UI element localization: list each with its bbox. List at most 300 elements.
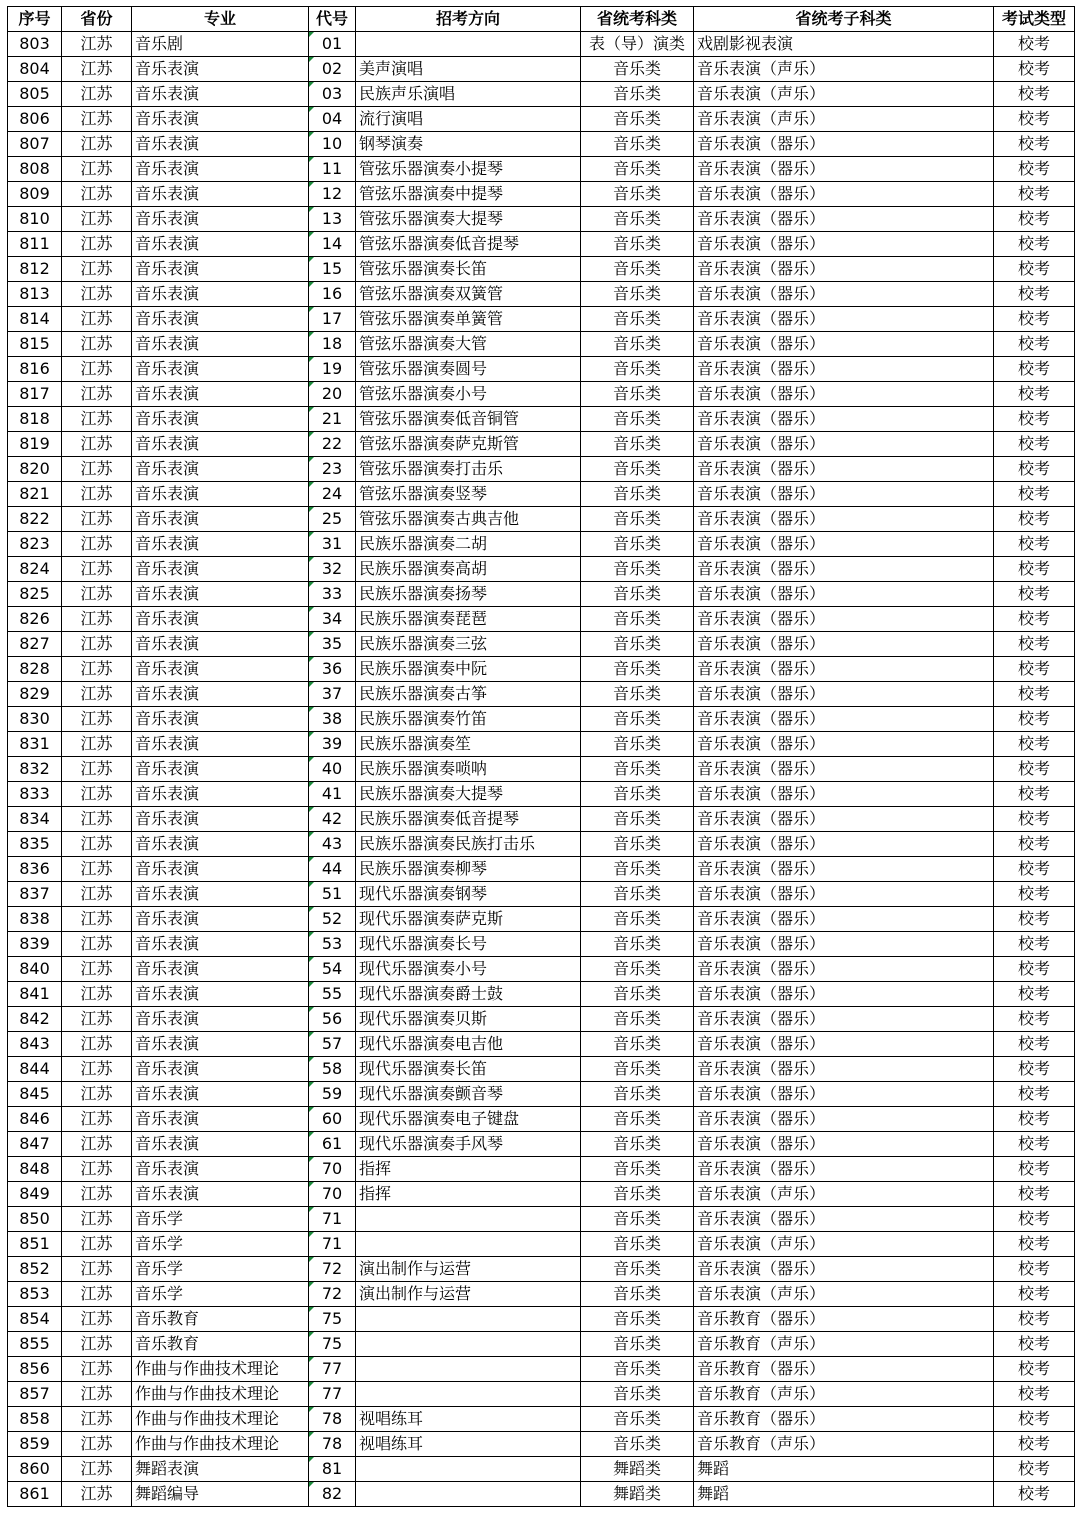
cell-direction: 管弦乐器演奏小提琴 xyxy=(356,157,581,182)
table-row xyxy=(8,707,1075,732)
cell-exam-category: 音乐类 xyxy=(581,1182,694,1207)
cell-exam-subcategory: 音乐表演（器乐） xyxy=(694,782,994,807)
cell-exam-category: 音乐类 xyxy=(581,282,694,307)
cell-index: 814 xyxy=(8,307,62,332)
cell-province: 江苏 xyxy=(62,1482,132,1507)
table-row xyxy=(8,1107,1075,1132)
cell-exam-category: 音乐类 xyxy=(581,1007,694,1032)
cell-direction xyxy=(356,1357,581,1382)
cell-major: 音乐剧 xyxy=(132,32,309,57)
table-row xyxy=(8,1432,1075,1457)
cell-major: 音乐表演 xyxy=(132,982,309,1007)
cell-major: 音乐表演 xyxy=(132,1007,309,1032)
cell-index: 852 xyxy=(8,1257,62,1282)
table-row xyxy=(8,1307,1075,1332)
table-row xyxy=(8,482,1075,507)
cell-code: 40 xyxy=(309,757,356,782)
table-row xyxy=(8,632,1075,657)
table-row xyxy=(8,132,1075,157)
cell-code: 54 xyxy=(309,957,356,982)
cell-exam-subcategory: 音乐教育（声乐） xyxy=(694,1332,994,1357)
cell-code: 11 xyxy=(309,157,356,182)
cell-major: 音乐表演 xyxy=(132,657,309,682)
table-row xyxy=(8,882,1075,907)
cell-province: 江苏 xyxy=(62,982,132,1007)
cell-exam-category: 音乐类 xyxy=(581,307,694,332)
cell-index: 861 xyxy=(8,1482,62,1507)
cell-exam-subcategory: 音乐表演（声乐） xyxy=(694,107,994,132)
cell-direction xyxy=(356,1232,581,1257)
header-row xyxy=(8,7,1075,32)
cell-province: 江苏 xyxy=(62,282,132,307)
cell-exam-category: 音乐类 xyxy=(581,207,694,232)
cell-code: 36 xyxy=(309,657,356,682)
cell-major: 音乐表演 xyxy=(132,632,309,657)
table-row xyxy=(8,232,1075,257)
cell-exam-type: 校考 xyxy=(994,1157,1075,1182)
table-row xyxy=(8,507,1075,532)
table-row xyxy=(8,982,1075,1007)
cell-exam-type: 校考 xyxy=(994,757,1075,782)
cell-direction: 管弦乐器演奏大提琴 xyxy=(356,207,581,232)
cell-exam-type: 校考 xyxy=(994,132,1075,157)
cell-province: 江苏 xyxy=(62,132,132,157)
cell-major: 音乐表演 xyxy=(132,582,309,607)
cell-index: 848 xyxy=(8,1157,62,1182)
table-row xyxy=(8,107,1075,132)
cell-exam-subcategory: 音乐表演（器乐） xyxy=(694,257,994,282)
table-row xyxy=(8,1332,1075,1357)
cell-province: 江苏 xyxy=(62,57,132,82)
cell-province: 江苏 xyxy=(62,682,132,707)
cell-direction: 管弦乐器演奏双簧管 xyxy=(356,282,581,307)
cell-code: 19 xyxy=(309,357,356,382)
cell-code: 16 xyxy=(309,282,356,307)
table-row xyxy=(8,1032,1075,1057)
cell-province: 江苏 xyxy=(62,1332,132,1357)
cell-exam-type: 校考 xyxy=(994,1382,1075,1407)
cell-direction: 管弦乐器演奏圆号 xyxy=(356,357,581,382)
cell-exam-type: 校考 xyxy=(994,182,1075,207)
cell-exam-subcategory: 音乐表演（器乐） xyxy=(694,357,994,382)
cell-exam-subcategory: 音乐教育（器乐） xyxy=(694,1407,994,1432)
cell-index: 853 xyxy=(8,1282,62,1307)
cell-major: 音乐表演 xyxy=(132,207,309,232)
cell-exam-category: 音乐类 xyxy=(581,982,694,1007)
cell-exam-category: 舞蹈类 xyxy=(581,1457,694,1482)
cell-province: 江苏 xyxy=(62,1007,132,1032)
cell-direction xyxy=(356,1332,581,1357)
cell-code: 72 xyxy=(309,1282,356,1307)
cell-exam-category: 舞蹈类 xyxy=(581,1482,694,1507)
cell-province: 江苏 xyxy=(62,907,132,932)
admissions-table xyxy=(7,6,1075,1507)
cell-province: 江苏 xyxy=(62,857,132,882)
cell-exam-type: 校考 xyxy=(994,957,1075,982)
header-cell-code: 代号 xyxy=(309,7,356,32)
cell-exam-subcategory: 音乐表演（器乐） xyxy=(694,307,994,332)
cell-code: 03 xyxy=(309,82,356,107)
cell-major: 作曲与作曲技术理论 xyxy=(132,1407,309,1432)
cell-index: 821 xyxy=(8,482,62,507)
cell-exam-type: 校考 xyxy=(994,732,1075,757)
header-cell-exam-category: 省统考科类 xyxy=(581,7,694,32)
cell-exam-type: 校考 xyxy=(994,1307,1075,1332)
cell-direction: 现代乐器演奏小号 xyxy=(356,957,581,982)
cell-exam-type: 校考 xyxy=(994,1007,1075,1032)
cell-exam-type: 校考 xyxy=(994,357,1075,382)
table-row xyxy=(8,1007,1075,1032)
cell-code: 59 xyxy=(309,1082,356,1107)
cell-province: 江苏 xyxy=(62,32,132,57)
cell-direction xyxy=(356,1207,581,1232)
cell-exam-type: 校考 xyxy=(994,932,1075,957)
cell-index: 822 xyxy=(8,507,62,532)
cell-exam-category: 音乐类 xyxy=(581,1207,694,1232)
cell-province: 江苏 xyxy=(62,182,132,207)
cell-code: 13 xyxy=(309,207,356,232)
cell-index: 850 xyxy=(8,1207,62,1232)
cell-code: 24 xyxy=(309,482,356,507)
table-row xyxy=(8,1057,1075,1082)
table-row xyxy=(8,532,1075,557)
table-row xyxy=(8,757,1075,782)
table-row xyxy=(8,607,1075,632)
cell-direction: 民族乐器演奏低音提琴 xyxy=(356,807,581,832)
cell-province: 江苏 xyxy=(62,107,132,132)
cell-direction: 管弦乐器演奏单簧管 xyxy=(356,307,581,332)
cell-exam-category: 音乐类 xyxy=(581,807,694,832)
cell-index: 815 xyxy=(8,332,62,357)
table-row xyxy=(8,1407,1075,1432)
cell-exam-category: 表（导）演类 xyxy=(581,32,694,57)
cell-province: 江苏 xyxy=(62,382,132,407)
cell-major: 音乐表演 xyxy=(132,832,309,857)
cell-code: 17 xyxy=(309,307,356,332)
cell-index: 835 xyxy=(8,832,62,857)
table-row xyxy=(8,382,1075,407)
table-row xyxy=(8,82,1075,107)
cell-exam-subcategory: 音乐表演（器乐） xyxy=(694,732,994,757)
cell-exam-category: 音乐类 xyxy=(581,907,694,932)
cell-code: 55 xyxy=(309,982,356,1007)
table-row xyxy=(8,32,1075,57)
table-row xyxy=(8,807,1075,832)
cell-exam-type: 校考 xyxy=(994,457,1075,482)
cell-direction: 现代乐器演奏颤音琴 xyxy=(356,1082,581,1107)
cell-major: 音乐表演 xyxy=(132,232,309,257)
table-row xyxy=(8,1382,1075,1407)
cell-index: 858 xyxy=(8,1407,62,1432)
cell-code: 10 xyxy=(309,132,356,157)
cell-exam-category: 音乐类 xyxy=(581,682,694,707)
cell-exam-category: 音乐类 xyxy=(581,482,694,507)
header-cell-exam-type: 考试类型 xyxy=(994,7,1075,32)
header-cell-index: 序号 xyxy=(8,7,62,32)
cell-code: 75 xyxy=(309,1332,356,1357)
cell-code: 33 xyxy=(309,582,356,607)
cell-exam-type: 校考 xyxy=(994,1032,1075,1057)
cell-index: 824 xyxy=(8,557,62,582)
cell-exam-category: 音乐类 xyxy=(581,332,694,357)
cell-exam-type: 校考 xyxy=(994,657,1075,682)
cell-exam-category: 音乐类 xyxy=(581,1407,694,1432)
cell-exam-subcategory: 音乐教育（器乐） xyxy=(694,1357,994,1382)
cell-index: 834 xyxy=(8,807,62,832)
cell-exam-category: 音乐类 xyxy=(581,882,694,907)
cell-exam-subcategory: 音乐表演（器乐） xyxy=(694,132,994,157)
cell-direction xyxy=(356,1307,581,1332)
cell-code: 82 xyxy=(309,1482,356,1507)
cell-exam-type: 校考 xyxy=(994,707,1075,732)
cell-code: 61 xyxy=(309,1132,356,1157)
table-row xyxy=(8,1157,1075,1182)
cell-major: 音乐表演 xyxy=(132,182,309,207)
cell-major: 音乐学 xyxy=(132,1282,309,1307)
cell-major: 音乐表演 xyxy=(132,257,309,282)
cell-exam-type: 校考 xyxy=(994,1132,1075,1157)
cell-province: 江苏 xyxy=(62,332,132,357)
cell-exam-subcategory: 音乐表演（器乐） xyxy=(694,1257,994,1282)
cell-exam-subcategory: 音乐表演（器乐） xyxy=(694,457,994,482)
cell-code: 42 xyxy=(309,807,356,832)
cell-province: 江苏 xyxy=(62,507,132,532)
cell-index: 805 xyxy=(8,82,62,107)
cell-code: 23 xyxy=(309,457,356,482)
table-row xyxy=(8,1207,1075,1232)
table-row xyxy=(8,657,1075,682)
cell-major: 音乐表演 xyxy=(132,57,309,82)
cell-exam-category: 音乐类 xyxy=(581,832,694,857)
cell-code: 70 xyxy=(309,1157,356,1182)
cell-code: 75 xyxy=(309,1307,356,1332)
cell-province: 江苏 xyxy=(62,707,132,732)
cell-exam-subcategory: 音乐表演（器乐） xyxy=(694,1082,994,1107)
cell-direction: 民族乐器演奏唢呐 xyxy=(356,757,581,782)
cell-index: 844 xyxy=(8,1057,62,1082)
header-cell-direction: 招考方向 xyxy=(356,7,581,32)
table-row xyxy=(8,582,1075,607)
cell-province: 江苏 xyxy=(62,1357,132,1382)
cell-direction: 现代乐器演奏长号 xyxy=(356,932,581,957)
cell-direction: 管弦乐器演奏低音铜管 xyxy=(356,407,581,432)
cell-exam-subcategory: 音乐表演（器乐） xyxy=(694,557,994,582)
cell-direction: 现代乐器演奏萨克斯 xyxy=(356,907,581,932)
cell-index: 817 xyxy=(8,382,62,407)
cell-exam-type: 校考 xyxy=(994,807,1075,832)
cell-index: 830 xyxy=(8,707,62,732)
cell-major: 音乐表演 xyxy=(132,107,309,132)
cell-index: 832 xyxy=(8,757,62,782)
cell-exam-type: 校考 xyxy=(994,1182,1075,1207)
cell-direction: 民族乐器演奏扬琴 xyxy=(356,582,581,607)
table-row xyxy=(8,332,1075,357)
cell-code: 22 xyxy=(309,432,356,457)
cell-code: 58 xyxy=(309,1057,356,1082)
cell-direction xyxy=(356,32,581,57)
cell-direction: 管弦乐器演奏低音提琴 xyxy=(356,232,581,257)
cell-direction: 美声演唱 xyxy=(356,57,581,82)
cell-direction: 流行演唱 xyxy=(356,107,581,132)
cell-code: 14 xyxy=(309,232,356,257)
cell-province: 江苏 xyxy=(62,757,132,782)
cell-exam-type: 校考 xyxy=(994,532,1075,557)
cell-index: 813 xyxy=(8,282,62,307)
cell-index: 849 xyxy=(8,1182,62,1207)
cell-exam-subcategory: 音乐教育（声乐） xyxy=(694,1382,994,1407)
table-row xyxy=(8,957,1075,982)
cell-exam-category: 音乐类 xyxy=(581,1432,694,1457)
cell-major: 音乐表演 xyxy=(132,707,309,732)
cell-direction: 民族乐器演奏三弦 xyxy=(356,632,581,657)
cell-exam-category: 音乐类 xyxy=(581,457,694,482)
cell-exam-type: 校考 xyxy=(994,482,1075,507)
cell-exam-type: 校考 xyxy=(994,882,1075,907)
cell-exam-category: 音乐类 xyxy=(581,382,694,407)
cell-major: 音乐表演 xyxy=(132,532,309,557)
table-row xyxy=(8,907,1075,932)
cell-province: 江苏 xyxy=(62,1207,132,1232)
cell-exam-type: 校考 xyxy=(994,157,1075,182)
cell-direction: 管弦乐器演奏长笛 xyxy=(356,257,581,282)
cell-major: 音乐表演 xyxy=(132,132,309,157)
cell-exam-subcategory: 音乐表演（器乐） xyxy=(694,857,994,882)
cell-code: 77 xyxy=(309,1357,356,1382)
table-row xyxy=(8,857,1075,882)
cell-exam-type: 校考 xyxy=(994,1357,1075,1382)
cell-exam-category: 音乐类 xyxy=(581,782,694,807)
table-row xyxy=(8,282,1075,307)
cell-code: 70 xyxy=(309,1182,356,1207)
cell-direction xyxy=(356,1482,581,1507)
cell-major: 音乐表演 xyxy=(132,1182,309,1207)
cell-exam-subcategory: 音乐表演（器乐） xyxy=(694,932,994,957)
cell-code: 44 xyxy=(309,857,356,882)
cell-exam-type: 校考 xyxy=(994,782,1075,807)
cell-exam-category: 音乐类 xyxy=(581,607,694,632)
cell-index: 854 xyxy=(8,1307,62,1332)
cell-province: 江苏 xyxy=(62,1257,132,1282)
cell-exam-category: 音乐类 xyxy=(581,1107,694,1132)
cell-exam-subcategory: 音乐表演（器乐） xyxy=(694,1057,994,1082)
cell-province: 江苏 xyxy=(62,1407,132,1432)
cell-exam-type: 校考 xyxy=(994,982,1075,1007)
cell-exam-type: 校考 xyxy=(994,1457,1075,1482)
cell-major: 音乐表演 xyxy=(132,782,309,807)
cell-direction: 现代乐器演奏钢琴 xyxy=(356,882,581,907)
cell-exam-type: 校考 xyxy=(994,1057,1075,1082)
cell-province: 江苏 xyxy=(62,482,132,507)
cell-province: 江苏 xyxy=(62,1057,132,1082)
cell-exam-category: 音乐类 xyxy=(581,57,694,82)
cell-index: 825 xyxy=(8,582,62,607)
cell-major: 音乐表演 xyxy=(132,607,309,632)
cell-index: 827 xyxy=(8,632,62,657)
cell-exam-category: 音乐类 xyxy=(581,1332,694,1357)
cell-major: 音乐表演 xyxy=(132,732,309,757)
cell-direction: 民族乐器演奏柳琴 xyxy=(356,857,581,882)
cell-exam-type: 校考 xyxy=(994,307,1075,332)
cell-code: 12 xyxy=(309,182,356,207)
cell-index: 839 xyxy=(8,932,62,957)
cell-exam-category: 音乐类 xyxy=(581,1132,694,1157)
cell-direction: 民族乐器演奏古筝 xyxy=(356,682,581,707)
cell-exam-type: 校考 xyxy=(994,407,1075,432)
cell-code: 21 xyxy=(309,407,356,432)
cell-exam-category: 音乐类 xyxy=(581,1157,694,1182)
cell-exam-subcategory: 音乐表演（器乐） xyxy=(694,757,994,782)
cell-direction: 现代乐器演奏爵士鼓 xyxy=(356,982,581,1007)
cell-exam-subcategory: 音乐表演（器乐） xyxy=(694,507,994,532)
cell-direction: 管弦乐器演奏竖琴 xyxy=(356,482,581,507)
cell-exam-type: 校考 xyxy=(994,207,1075,232)
cell-exam-subcategory: 音乐表演（器乐） xyxy=(694,482,994,507)
cell-exam-category: 音乐类 xyxy=(581,957,694,982)
cell-major: 音乐学 xyxy=(132,1232,309,1257)
cell-direction: 民族乐器演奏竹笛 xyxy=(356,707,581,732)
cell-exam-category: 音乐类 xyxy=(581,257,694,282)
cell-exam-subcategory: 音乐表演（声乐） xyxy=(694,57,994,82)
table-row xyxy=(8,1132,1075,1157)
table-row xyxy=(8,1257,1075,1282)
cell-index: 823 xyxy=(8,532,62,557)
cell-exam-subcategory: 音乐表演（器乐） xyxy=(694,1007,994,1032)
cell-code: 78 xyxy=(309,1407,356,1432)
cell-major: 音乐表演 xyxy=(132,857,309,882)
table-row xyxy=(8,432,1075,457)
cell-index: 833 xyxy=(8,782,62,807)
cell-index: 807 xyxy=(8,132,62,157)
cell-index: 804 xyxy=(8,57,62,82)
cell-exam-type: 校考 xyxy=(994,857,1075,882)
cell-direction: 管弦乐器演奏小号 xyxy=(356,382,581,407)
table-row xyxy=(8,1282,1075,1307)
cell-index: 851 xyxy=(8,1232,62,1257)
cell-major: 作曲与作曲技术理论 xyxy=(132,1357,309,1382)
cell-exam-subcategory: 音乐表演（器乐） xyxy=(694,382,994,407)
cell-exam-subcategory: 舞蹈 xyxy=(694,1482,994,1507)
cell-direction: 现代乐器演奏长笛 xyxy=(356,1057,581,1082)
cell-direction: 视唱练耳 xyxy=(356,1407,581,1432)
cell-exam-category: 音乐类 xyxy=(581,1382,694,1407)
cell-exam-type: 校考 xyxy=(994,257,1075,282)
cell-exam-subcategory: 音乐表演（器乐） xyxy=(694,157,994,182)
cell-exam-subcategory: 舞蹈 xyxy=(694,1457,994,1482)
cell-major: 音乐表演 xyxy=(132,432,309,457)
cell-province: 江苏 xyxy=(62,207,132,232)
cell-province: 江苏 xyxy=(62,1232,132,1257)
cell-major: 音乐学 xyxy=(132,1207,309,1232)
cell-code: 31 xyxy=(309,532,356,557)
cell-major: 音乐表演 xyxy=(132,1032,309,1057)
cell-exam-subcategory: 音乐表演（器乐） xyxy=(694,232,994,257)
cell-major: 音乐表演 xyxy=(132,282,309,307)
cell-index: 831 xyxy=(8,732,62,757)
cell-direction: 民族声乐演唱 xyxy=(356,82,581,107)
cell-exam-type: 校考 xyxy=(994,1332,1075,1357)
cell-index: 847 xyxy=(8,1132,62,1157)
table-row xyxy=(8,182,1075,207)
cell-exam-type: 校考 xyxy=(994,832,1075,857)
cell-code: 15 xyxy=(309,257,356,282)
cell-index: 809 xyxy=(8,182,62,207)
cell-exam-category: 音乐类 xyxy=(581,232,694,257)
cell-exam-type: 校考 xyxy=(994,57,1075,82)
cell-exam-type: 校考 xyxy=(994,1282,1075,1307)
cell-major: 音乐教育 xyxy=(132,1332,309,1357)
cell-province: 江苏 xyxy=(62,357,132,382)
cell-code: 56 xyxy=(309,1007,356,1032)
